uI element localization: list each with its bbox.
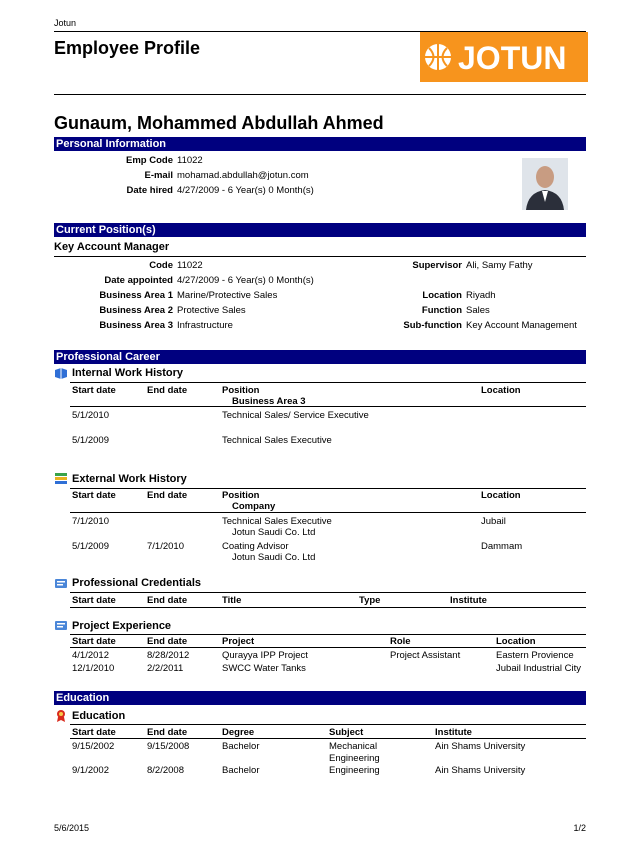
page-number: 1/2 — [573, 823, 586, 833]
internal-divider — [70, 382, 586, 383]
col-institute: Institute — [435, 727, 472, 738]
project-icon — [54, 619, 68, 631]
supervisor-value: Ali, Samy Fathy — [466, 260, 533, 271]
external-divider — [70, 488, 586, 489]
employee-photo — [522, 158, 568, 210]
col-start-date: Start date — [72, 636, 116, 647]
book-icon — [54, 367, 68, 379]
internal-header-divider — [70, 406, 586, 407]
external-row-2-end: 7/1/2010 — [147, 541, 184, 552]
internal-row-2-start: 5/1/2009 — [72, 435, 109, 446]
external-row-2-start: 5/1/2009 — [72, 541, 109, 552]
location-value: Riyadh — [466, 290, 496, 301]
business-area-2-label: Business Area 2 — [99, 305, 173, 316]
business-area-3-label: Business Area 3 — [99, 320, 173, 331]
function-value: Sales — [466, 305, 490, 316]
col-business-area: Business Area 3 — [232, 396, 306, 407]
col-title: Title — [222, 595, 242, 606]
external-row-2-company: Jotun Saudi Co. Ltd — [232, 552, 316, 563]
supervisor-label: Supervisor — [412, 260, 462, 271]
education-row-1-start: 9/15/2002 — [72, 741, 115, 752]
date-hired-label: Date hired — [126, 185, 173, 196]
business-area-3-value: Infrastructure — [177, 320, 233, 331]
col-location: Location — [496, 636, 536, 647]
internal-work-history-title: Internal Work History — [72, 367, 184, 379]
jotun-logo — [420, 32, 588, 82]
title-divider — [54, 94, 586, 95]
education-row-2-degree: Bachelor — [222, 765, 260, 776]
col-degree: Degree — [222, 727, 255, 738]
col-institute: Institute — [450, 595, 487, 606]
project-row-1-location: Eastern Provience — [496, 650, 574, 661]
project-row-2-end: 2/2/2011 — [147, 663, 184, 674]
employee-name: Gunaum, Mohammed Abdullah Ahmed — [54, 113, 384, 133]
section-personal-information: Personal Information — [54, 137, 586, 151]
project-row-2-location: Jubail Industrial City — [496, 663, 582, 674]
email-value: mohamad.abdullah@jotun.com — [177, 170, 309, 181]
project-experience-title: Project Experience — [72, 620, 172, 632]
project-row-1-project: Qurayya IPP Project — [222, 650, 308, 661]
col-end-date: End date — [147, 490, 188, 501]
col-start-date: Start date — [72, 385, 116, 396]
credentials-divider — [70, 592, 586, 593]
section-current-positions: Current Position(s) — [54, 223, 586, 237]
external-row-1-location: Jubail — [481, 516, 506, 527]
col-role: Role — [390, 636, 411, 647]
business-area-1-label: Business Area 1 — [99, 290, 173, 301]
education-row-2-start: 9/1/2002 — [72, 765, 109, 776]
project-row-1-end: 8/28/2012 — [147, 650, 190, 661]
date-appointed-label: Date appointed — [104, 275, 173, 286]
project-row-1-start: 4/1/2012 — [72, 650, 109, 661]
col-end-date: End date — [147, 727, 188, 738]
col-location: Location — [481, 385, 521, 396]
education-row-2-end: 8/2/2008 — [147, 765, 184, 776]
col-start-date: Start date — [72, 595, 116, 606]
project-row-2-project: SWCC Water Tanks — [222, 663, 306, 674]
project-row-1-role: Project Assistant — [390, 650, 461, 661]
logo-wordmark: JOTUN — [458, 40, 567, 76]
internal-row-1-start: 5/1/2010 — [72, 410, 109, 421]
col-end-date: End date — [147, 595, 188, 606]
external-row-1-position: Technical Sales Executive — [222, 516, 332, 527]
col-position: Position — [222, 385, 260, 396]
function-label: Function — [421, 305, 462, 316]
emp-code-label: Emp Code — [126, 155, 173, 166]
education-row-1-degree: Bachelor — [222, 741, 260, 752]
project-row-2-start: 12/1/2010 — [72, 663, 115, 674]
education-row-1-institute: Ain Shams University — [435, 741, 526, 752]
external-row-2-location: Dammam — [481, 541, 523, 552]
section-education: Education — [54, 691, 586, 705]
external-header-divider — [70, 512, 586, 513]
business-area-2-value: Protective Sales — [177, 305, 246, 316]
globe-icon — [420, 32, 588, 82]
code-value: 11022 — [177, 260, 203, 271]
professional-credentials-title: Professional Credentials — [72, 577, 201, 589]
books-stack-icon — [54, 472, 68, 484]
award-ribbon-icon — [54, 709, 68, 723]
position-divider — [54, 256, 586, 257]
col-subject: Subject — [329, 727, 364, 738]
certificate-icon — [54, 577, 68, 589]
projects-divider — [70, 634, 586, 635]
email-label: E-mail — [144, 170, 173, 181]
education-row-1-subject: Mechanical Engineering — [329, 741, 380, 764]
date-appointed-value: 4/27/2009 - 6 Year(s) 0 Month(s) — [177, 275, 314, 286]
col-type: Type — [359, 595, 381, 606]
education-row-1-end: 9/15/2008 — [147, 741, 190, 752]
sub-function-label: Sub-function — [403, 320, 462, 331]
emp-code-value: 11022 — [177, 155, 203, 166]
education-row-2-subject: Engineering — [329, 765, 380, 776]
col-company: Company — [232, 501, 276, 512]
business-area-1-value: Marine/Protective Sales — [177, 290, 278, 301]
external-row-2-position: Coating Advisor — [222, 541, 289, 552]
col-location: Location — [481, 490, 521, 501]
col-start-date: Start date — [72, 727, 116, 738]
col-position: Position — [222, 490, 260, 501]
education-row-2-institute: Ain Shams University — [435, 765, 526, 776]
footer-date: 5/6/2015 — [54, 823, 90, 833]
col-start-date: Start date — [72, 490, 116, 501]
external-work-history-title: External Work History — [72, 473, 187, 485]
location-label: Location — [422, 290, 462, 301]
internal-row-1-position: Technical Sales/ Service Executive — [222, 410, 369, 421]
section-professional-career: Professional Career — [54, 350, 586, 364]
date-hired-value: 4/27/2009 - 6 Year(s) 0 Month(s) — [177, 185, 314, 196]
sub-function-value: Key Account Management — [466, 320, 577, 331]
position-title: Key Account Manager — [54, 241, 170, 253]
col-end-date: End date — [147, 385, 188, 396]
col-project: Project — [222, 636, 255, 647]
education-header-divider — [70, 738, 586, 739]
external-row-1-start: 7/1/2010 — [72, 516, 109, 527]
external-row-1-company: Jotun Saudi Co. Ltd — [232, 527, 316, 538]
internal-row-2-position: Technical Sales Executive — [222, 435, 332, 446]
credentials-header-divider — [70, 607, 586, 608]
company-name: Jotun — [54, 18, 77, 28]
education-title: Education — [72, 710, 126, 722]
education-divider — [70, 724, 586, 725]
code-label: Code — [149, 260, 173, 271]
col-end-date: End date — [147, 636, 188, 647]
projects-header-divider — [70, 647, 586, 648]
page-title: Employee Profile — [54, 38, 201, 58]
